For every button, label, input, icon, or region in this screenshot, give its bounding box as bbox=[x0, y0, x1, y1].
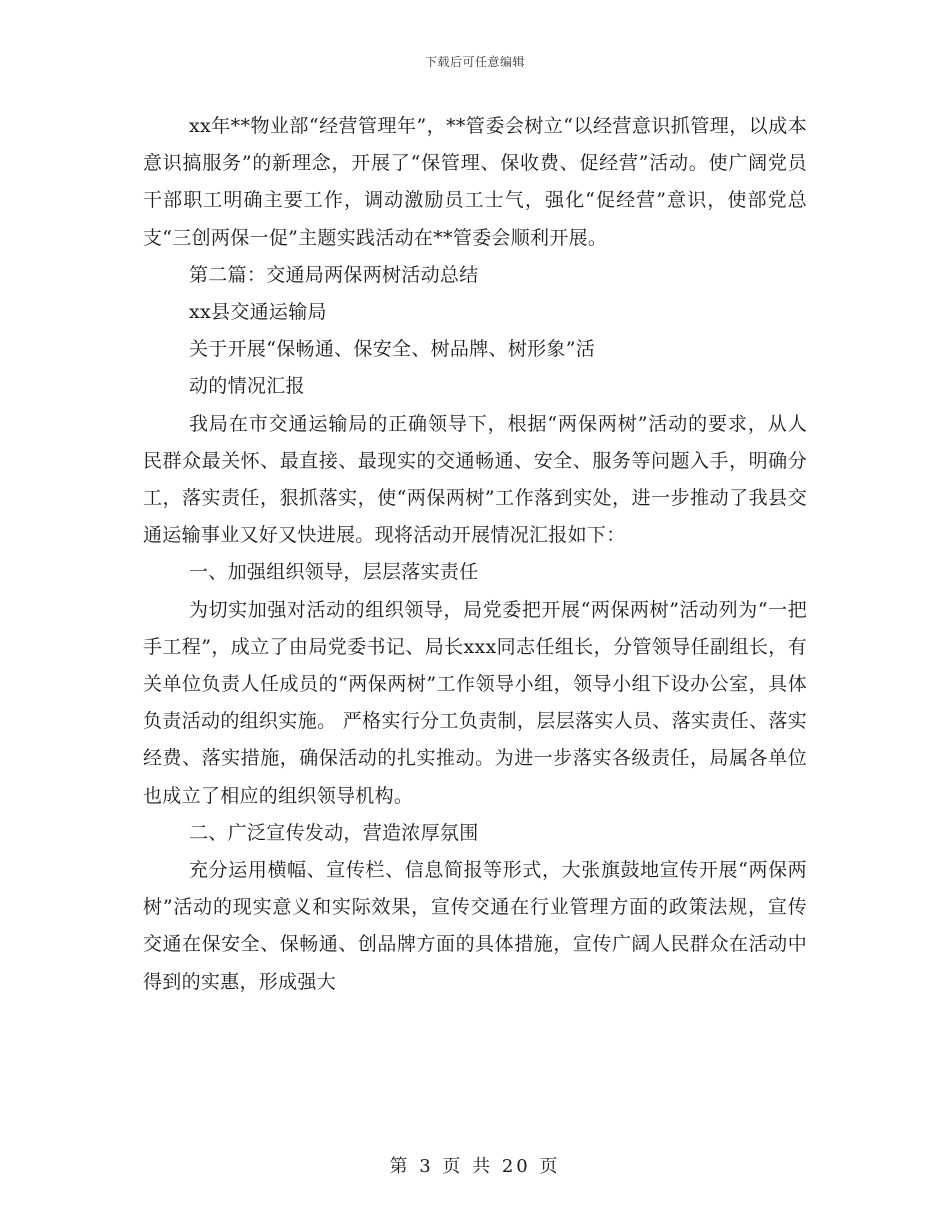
report-title-line-2: 动的情况汇报 bbox=[189, 375, 305, 398]
paragraph-section-1: 为切实加强对活动的组织领导，局党委把开展“两保两树”活动列为“一把手工程”，成立了由局党委书记、局长xxx同志任组长，分管领导任副组长，有关单位负责人任成员的“两保两树”工作领导小组，领导小组下设办公室，具体负责活动的组织实施。 严格实行分工负责制，层层落实人员、落实责任、落实经费、落实措施，确保活动的扎实推动。为进一步落实各级责任，局属各单位也成立了相应的组织领导机构。 bbox=[143, 598, 807, 807]
paragraph-section-2: 充分运用横幅、宣传栏、信息简报等形式，大张旗鼓地宣传开展“两保两树”活动的现实意义和实际效果，宣传交通在行业管理方面的政策法规，宣传交通在保安全、保畅通、创品牌方面的具体措施，宣传广阔人民群众在活动中得到的实惠，形成强大 bbox=[143, 859, 807, 993]
paragraph-intro: 我局在市交通运输局的正确领导下，根据“两保两树”活动的要求，从人民群众最关怀、最直接、最现实的交通畅通、安全、服务等问题入手，明确分工，落实责任，狠抓落实，使“两保两树”工作落到实处，进一步推动了我县交通运输事业又好又快进展。现将活动开展情况汇报如下： bbox=[143, 412, 807, 547]
heading-section-1: 一、加强组织领导，层层落实责任 bbox=[189, 561, 479, 584]
document-body bbox=[143, 108, 807, 1001]
heading-section-2: 二、广泛宣传发动，营造浓厚氛围 bbox=[189, 821, 479, 844]
page-header: 下载后可任意编辑 bbox=[424, 55, 525, 69]
page-footer: 第 3 页 共 20 页 bbox=[389, 1156, 561, 1177]
issuer-line: xx县交通运输局 bbox=[189, 301, 327, 324]
section-title-second: 第二篇：交通局两保两树活动总结 bbox=[189, 263, 479, 286]
report-title-line-1: 关于开展“保畅通、保安全、树品牌、树形象”活 bbox=[189, 338, 596, 361]
paragraph-1: xx年**物业部“经营管理年”，**管委会树立“以经营意识抓管理，以成本意识搞服务”的新理念，开展了“保管理、保收费、促经营”活动。使广阔党员干部职工明确主要工作，调动激励员工士气，强化“促经营”意识，使部党总支“三创两保一促”主题实践活动在**管委会顺利开展。 bbox=[143, 115, 807, 249]
